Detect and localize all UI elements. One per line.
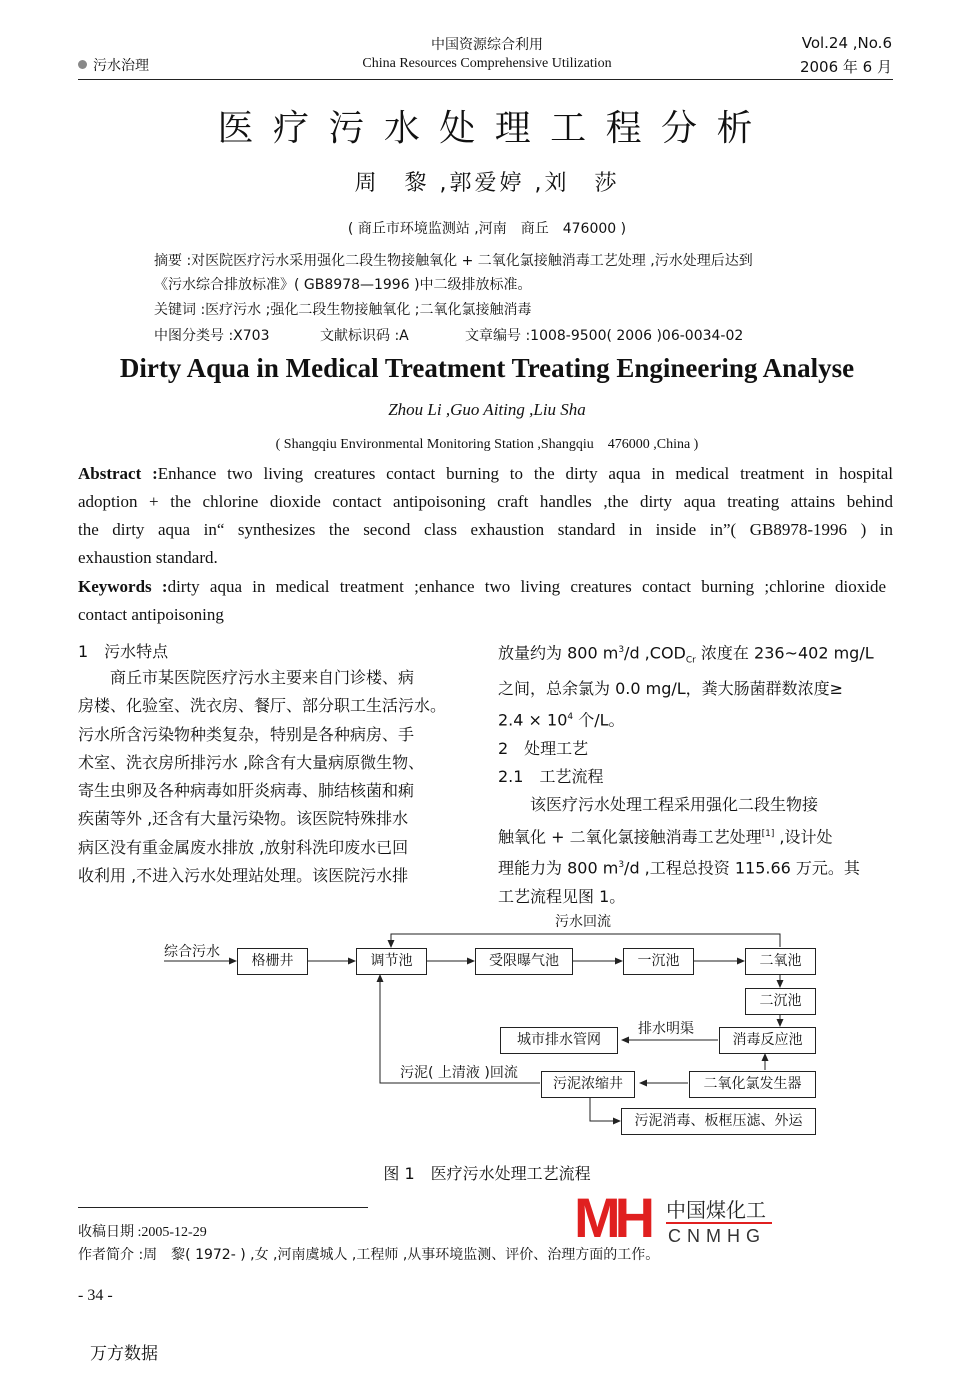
section-tag: 污水治理 [78, 55, 149, 75]
flow-label-return: 污水回流 [555, 914, 611, 930]
box-disinfect: 消毒反应池 [719, 1027, 816, 1054]
abstract-en-line2: adoption + the chlorine dioxide contact antipoisoning craft handles ,the dirty aqua treating attains behind [78, 492, 893, 511]
body-left-line: 术室、洗衣房所排污水 ,除含有大量病原微生物、 [78, 752, 425, 772]
box-grille: 格栅井 [237, 948, 308, 975]
flow-label-drain: 排水明渠 [638, 1021, 694, 1037]
box-oxygen2: 二氧池 [745, 948, 816, 975]
logo-divider [666, 1222, 772, 1224]
author-bio: 作者简介 :周 黎( 1972- ) ,女 ,河南虞城人 ,工程师 ,从事环境监测、评价、治理方面的工作。 [78, 1247, 660, 1263]
received-date: 收稿日期 :2005-12-29 [78, 1225, 207, 1240]
box-city-pipe: 城市排水管网 [500, 1027, 618, 1054]
abstract-cn-line1: 摘要 :对医院医疗污水采用强化二段生物接触氧化 + 二氧化氯接触消毒工艺处理 ,污水处理后达到 [154, 253, 753, 269]
flow-label-sludge-return: 污泥( 上清液 )回流 [400, 1065, 518, 1081]
volume-info: Vol.24 ,No.6 [801, 34, 892, 52]
body-right-line: 之间，总余氯为 0.0 mg/L，粪大肠菌群数浓度≥ [498, 678, 844, 698]
abstract-cn-line2: 《污水综合排放标准》( GB8978—1996 )中二级排放标准。 [154, 277, 532, 293]
body-right-line: 理能力为 800 $m^3/d$ ,工程总投资 115.66 万元。其 [498, 858, 860, 878]
logo-name-cn: 中国煤化工 [666, 1198, 766, 1222]
figure-caption: 图 1 医疗污水处理工艺流程 [383, 1164, 591, 1183]
box-settle2: 二沉池 [745, 988, 816, 1015]
section-heading-2-1: 2.1 工艺流程 [498, 767, 604, 787]
box-settle1: 一沉池 [623, 948, 694, 975]
keywords-en-line1: Keywords :dirty aqua in medical treatment ;enhance two living creatures contact burning ;chlorine dioxide [78, 577, 887, 596]
keywords-cn: 关键词 :医疗污水 ;强化二段生物接触氧化 ;二氧化氯接触消毒 [154, 302, 532, 318]
issue-date: 2006 年 6 月 [799, 58, 892, 76]
authors-cn: 周 黎 ,郭爱婷 ,刘 莎 [354, 171, 620, 196]
flow-label-input: 综合污水 [164, 944, 220, 960]
section-heading-1: 1 污水特点 [78, 642, 169, 661]
box-sludge-thick: 污泥浓缩井 [541, 1071, 635, 1098]
affiliation-en: ( Shangqiu Environmental Monitoring Station ,Shangqiu 476000 ,China ) [275, 437, 699, 452]
page-number: - 34 - [78, 1287, 113, 1304]
footnote-rule [78, 1207, 368, 1208]
box-sludge-treat: 污泥消毒、板框压滤、外运 [621, 1108, 816, 1135]
body-right-line: 放量约为 800 $m^3/d$ $,COD_{Cr}$ 浓度在 236~402 mg/L [498, 643, 874, 666]
body-right-line: 工艺流程见图 1。 [498, 886, 626, 906]
body-right-line: 该医疗污水处理工程采用强化二段生物接 [498, 795, 819, 815]
box-regulate: 调节池 [356, 948, 427, 975]
logo-cnmhg [574, 1186, 784, 1250]
body-left-line: 商丘市某医院医疗污水主要来自门诊楼、病 [78, 668, 415, 687]
body-left-line: 污水所含污染物种类复杂，特别是各种病房、手 [78, 724, 415, 744]
body-left-line: 疾菌等外 ,还含有大量污染物。该医院特殊排水 [78, 809, 409, 829]
page-title-en: Dirty Aqua in Medical Treatment Treating Engineering Analyse [119, 353, 855, 383]
body-right-line: $2.4 \times 10^4$ 个/L。 [498, 710, 625, 730]
logo-mark: MH [574, 1186, 650, 1249]
box-clo2-generator: 二氧化氯发生器 [689, 1071, 816, 1098]
body-left-line: 收利用 ,不进入污水处理站处理。该医院污水排 [78, 866, 409, 886]
affiliation-cn: ( 商丘市环境监测站 ,河南 商丘 476000 ) [347, 221, 627, 237]
authors-en: Zhou Li ,Guo Aiting ,Liu Sha [388, 400, 586, 419]
abstract-en-line3: the dirty aqua in“ synthesizes the second class exhaustion standard in inside in”( GB8978-1996 ) in [78, 520, 893, 539]
journal-name-cn: 中国资源综合利用 [431, 37, 543, 53]
keywords-en-line2: contact antipoisoning [78, 605, 224, 624]
article-number: 文章编号 :1008-9500( 2006 )06-0034-02 [465, 328, 744, 344]
section-heading-2: 2 处理工艺 [498, 738, 589, 758]
clc-number: 中图分类号 :X703 [154, 328, 270, 344]
document-code: 文献标识码 :A [320, 328, 409, 344]
body-left-line: 病区没有重金属废水排放 ,放射科洗印废水已回 [78, 837, 409, 857]
page-title-cn: 医 疗 污 水 处 理 工 程 分 析 [217, 108, 757, 149]
abstract-en-line1: Abstract :Enhance two living creatures contact burning to the dirty aqua in medical treatment in hospital [78, 464, 893, 483]
abstract-en-line4: exhaustion standard. [78, 548, 218, 567]
box-aeration: 受限曝气池 [475, 948, 573, 975]
body-left-line: 房楼、化验室、洗衣房、餐厅、部分职工生活污水。 [78, 696, 447, 716]
body-left-line: 寄生虫卵及各种病毒如肝炎病毒、肺结核菌和痢 [78, 781, 415, 801]
bottom-watermark: 万方数据 [90, 1344, 158, 1364]
arrow-thick-treat [590, 1097, 620, 1121]
journal-name-en: China Resources Comprehensive Utilization [362, 56, 612, 71]
logo-name-en: CNMHG [668, 1226, 766, 1246]
body-right-line: 触氧化 + 二氧化氯接触消毒工艺处理[1] ,设计处 [498, 826, 833, 846]
return-loop [391, 934, 780, 947]
